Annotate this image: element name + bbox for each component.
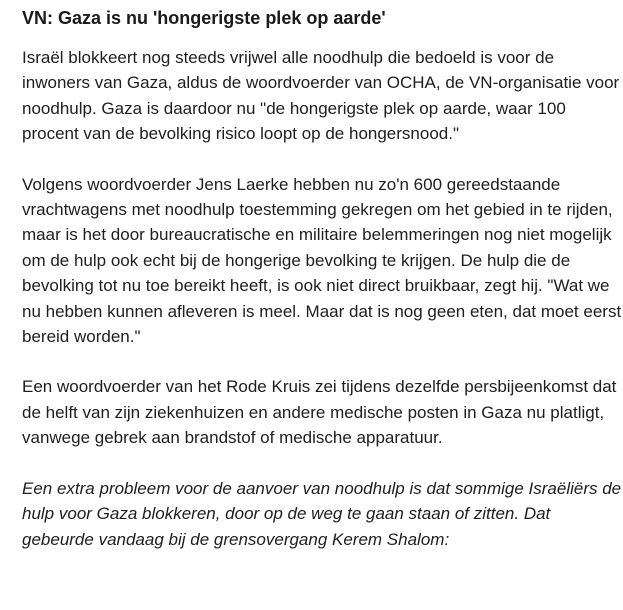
paragraph-line: inwoners van Gaza, aldus de woordvoerder van OCHA, de VN-organisatie voor [22, 73, 620, 93]
paragraph-line: vanwege gebrek aan brandstof of medische apparatuur. [22, 428, 443, 448]
paragraph-line: maar is het door bureaucratische en militaire belemmeringen nog niet mogelijk [22, 225, 612, 245]
paragraph-line: Een woordvoerder van het Rode Kruis zei tijdens dezelfde persbijeenkomst dat [22, 377, 617, 397]
paragraph-line: Een extra probleem voor de aanvoer van noodhulp is dat sommige Israëliërs de [22, 478, 622, 498]
article [22, 0, 620, 552]
article-paragraph [22, 45, 620, 147]
paragraph-line: om de hulp ook echt bij de hongerige bevolking te krijgen. De hulp die de [22, 250, 571, 270]
article-paragraph-italic [22, 476, 620, 552]
paragraph-line: nu hebben kunnen afleveren is meel. Maar dat is nog geen eten, dat moet eerst [22, 301, 622, 321]
paragraph-line: bevolking tot nu toe bereikt heeft, is ook niet direct bruikbaar, zegt hij. "Wat we [22, 276, 610, 296]
paragraph-line: procent van de bevolking risico loopt op de hongersnood." [22, 124, 459, 144]
paragraph-line: hulp voor Gaza blokkeren, door op de weg te gaan staan of zitten. Dat [22, 504, 551, 524]
paragraph-line: noodhulp. Gaza is daardoor nu "de hongerigste plek op aarde, waar 100 [22, 98, 566, 118]
paragraph-line: vrachtwagens met noodhulp toestemming gekregen om het gebied in te rijden, [22, 200, 613, 220]
paragraph-line: Volgens woordvoerder Jens Laerke hebben nu zo'n 600 gereedstaande [22, 174, 561, 194]
paragraph-line: Israël blokkeert nog steeds vrijwel alle noodhulp die bedoeld is voor de [22, 48, 555, 67]
paragraph-line: bereid worden." [22, 327, 141, 347]
paragraph-line: gebeurde vandaag bij de grensovergang Kerem Shalom: [22, 529, 450, 549]
article-paragraph [22, 172, 620, 350]
article-paragraph [22, 374, 620, 450]
paragraph-line: de helft van zijn ziekenhuizen en andere medische posten in Gaza nu platligt, [22, 402, 605, 422]
article-headline: VN: Gaza is nu 'hongerigste plek op aarde' [22, 8, 386, 28]
